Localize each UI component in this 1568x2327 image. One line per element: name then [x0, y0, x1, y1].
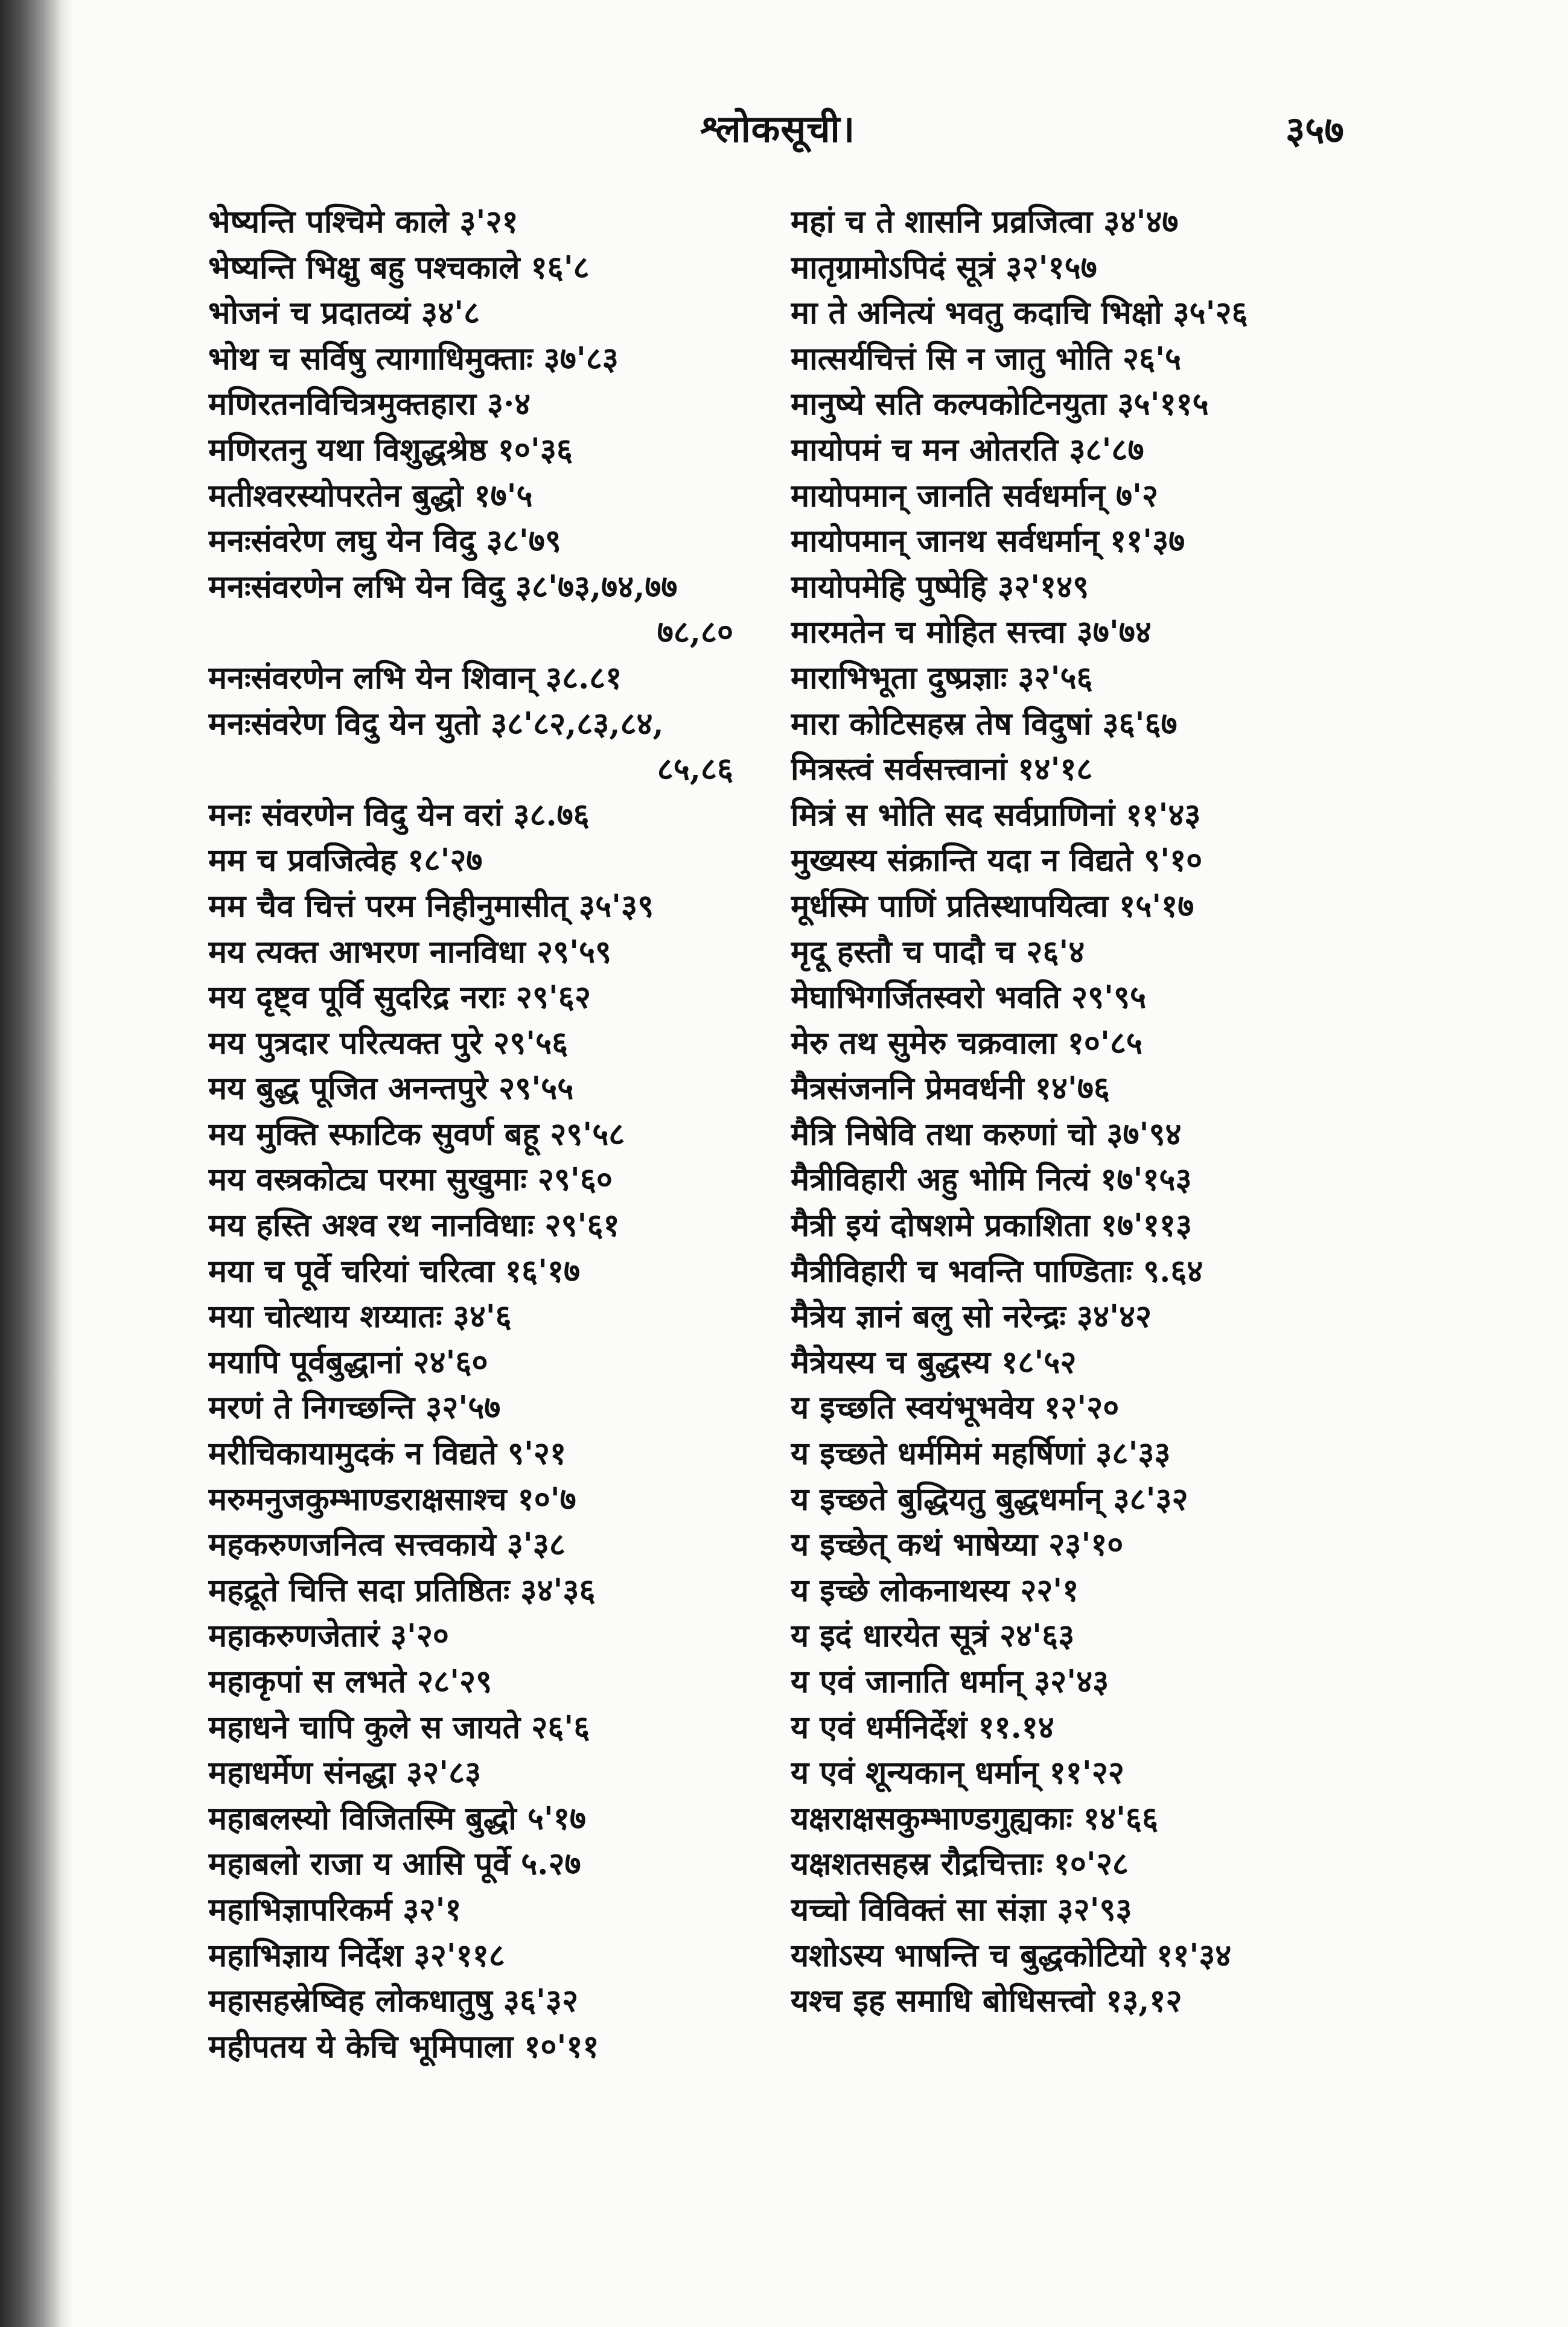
index-entry: य इच्छे लोकनाथस्य २२'१ — [791, 1571, 1079, 1609]
index-entry: यशोऽस्य भाषन्ति च बुद्धकोटियो ११'३४ — [791, 1937, 1232, 1974]
index-entry: महीपतय ये केचि भूमिपाला १०'११ — [208, 2028, 599, 2065]
index-entry: मनःसंवरणेन लभि येन विदु ३८'७३,७४,७७ — [208, 568, 678, 605]
index-entry: मुख्यस्य संक्रान्ति यदा न विद्यते ९'१० — [791, 842, 1203, 879]
index-entry: मैत्रीविहारी च भवन्ति पाण्डिताः ९.६४ — [791, 1252, 1203, 1290]
index-entry: मणिरतनविचित्रमुक्तहारा ३·४ — [208, 386, 531, 423]
index-entry: महाभिज्ञाय निर्देश ३२'११८ — [208, 1937, 505, 1974]
index-entry: य एवं धर्मनिर्देशं ११.१४ — [791, 1708, 1054, 1746]
index-entry: मेरु तथ सुमेरु चक्रवाला १०'८५ — [791, 1024, 1143, 1062]
index-entry: मनःसंवरेण विदु येन युतो ३८'८२,८३,८४, — [208, 705, 664, 742]
index-entry: मैत्री इयं दोषशमे प्रकाशिता १७'११३ — [791, 1207, 1193, 1244]
index-entry: मायोपमान् जानथ सर्वधर्मान् ११'३७ — [791, 523, 1185, 560]
index-entry: मारा कोटिसहस्र तेष विदुषां ३६'६७ — [791, 705, 1178, 742]
index-entry: मय त्यक्त आभरण नानविधा २९'५९ — [208, 933, 612, 970]
index-entry: भेष्यन्ति पश्चिमे काले ३'२१ — [208, 203, 518, 240]
index-entry: भोजनं च प्रदातव्यं ३४'८ — [208, 294, 480, 332]
index-entry: यश्च इह समाधि बोधिसत्त्वो १३,१२ — [791, 1982, 1182, 2020]
index-entry: मम च प्रवजित्वेह १८'२७ — [208, 842, 483, 879]
index-entry: महाकरुणजेतारं ३'२० — [208, 1617, 449, 1655]
index-entry: मय बुद्ध पूजित अनन्तपुरे २९'५५ — [208, 1070, 574, 1107]
left-index-column — [208, 199, 776, 2069]
scan-edge-shadow — [0, 0, 72, 2327]
index-entry: मैत्रेय ज्ञानं बलु सो नरेन्द्रः ३४'४२ — [791, 1298, 1152, 1335]
index-entry: मरुमनुजकुम्भाण्डराक्षसाश्च १०'७ — [208, 1480, 576, 1518]
index-entry: मय मुक्ति स्फाटिक सुवर्ण बहू २९'५८ — [208, 1115, 625, 1153]
index-entry: भेष्यन्ति भिक्षु बहु पश्चकाले १६'८ — [208, 249, 590, 286]
index-entry: मातृग्रामोऽपिदं सूत्रं ३२'१५७ — [791, 249, 1097, 286]
index-entry: य इच्छते धर्ममिमं महर्षिणां ३८'३३ — [791, 1435, 1171, 1472]
index-entry: यच्चो विविक्तं सा संज्ञा ३२'९३ — [791, 1891, 1132, 1928]
index-entry: महाधर्मेण संनद्धा ३२'८३ — [208, 1754, 482, 1792]
page-title: श्लोकसूची। — [700, 107, 856, 151]
index-entry: मम चैव चित्तं परम निहीनुमासीत् ३५'३९ — [208, 887, 654, 925]
index-entry: मतीश्वरस्योपरतेन बुद्धो १७'५ — [208, 477, 533, 514]
index-entry: महाबलो राजा य आसि पूर्वे ५.२७ — [208, 1845, 581, 1883]
index-entry: मैत्रि निषेवि तथा करुणां चो ३७'९४ — [791, 1115, 1182, 1153]
index-entry: मा ते अनित्यं भवतु कदाचि भिक्षो ३५'२६ — [791, 294, 1248, 332]
index-entry: मरणं ते निगच्छन्ति ३२'५७ — [208, 1389, 501, 1427]
index-entry: मय हस्ति अश्व रथ नानविधाः २९'६१ — [208, 1207, 620, 1244]
index-entry: य इच्छति स्वयंभूभवेय १२'२० — [791, 1389, 1120, 1427]
index-entry: मया च पूर्वे चरियां चरित्वा १६'१७ — [208, 1252, 581, 1290]
index-entry: मनःसंवरेण लघु येन विदु ३८'७९ — [208, 523, 561, 560]
index-entry: महाभिज्ञापरिकर्म ३२'१ — [208, 1891, 462, 1928]
index-entry: मित्रं स भोति सद सर्वप्राणिनां ११'४३ — [791, 796, 1201, 833]
index-entry: मायोपमेहि पुष्पेहि ३२'१४९ — [791, 568, 1089, 605]
index-entry: मृदू हस्तौ च पादौ च २६'४ — [791, 933, 1085, 970]
index-entry: मय पुत्रदार परित्यक्त पुरे २९'५६ — [208, 1024, 569, 1062]
index-entry: मय दृष्ट्व पूर्वि सुदरिद्र नराः २९'६२ — [208, 979, 591, 1016]
index-entry: मायोपमान् जानति सर्वधर्मान् ७'२ — [791, 477, 1158, 514]
page-number: ३५७ — [1286, 108, 1344, 152]
index-entry: मनःसंवरणेन लभि येन शिवान् ३८.८१ — [208, 659, 622, 696]
index-entry: मेघाभिगर्जितस्वरो भवति २९'९५ — [791, 979, 1147, 1016]
index-entry: मारमतेन च मोहित सत्त्वा ३७'७४ — [791, 614, 1152, 651]
right-index-column — [791, 199, 1322, 2024]
index-entry: महाबलस्यो विजितस्मि बुद्धो ५'१७ — [208, 1800, 586, 1837]
index-entry: मनः संवरणेन विदु येन वरां ३८.७६ — [208, 796, 590, 833]
index-entry: मयापि पूर्वबुद्धानां २४'६० — [208, 1343, 488, 1381]
index-entry: य इदं धारयेत सूत्रं २४'६३ — [791, 1617, 1075, 1655]
index-entry: महां च ते शासनि प्रव्रजित्वा ३४'४७ — [791, 203, 1179, 240]
index-entry: य एवं शून्यकान् धर्मान् ११'२२ — [791, 1754, 1124, 1792]
index-entry: मानुष्ये सति कल्पकोटिनयुता ३५'११५ — [791, 386, 1209, 423]
index-entry: माराभिभूता दुष्प्रज्ञाः ३२'५६ — [791, 659, 1093, 696]
index-entry: मायोपमं च मन ओतरति ३८'८७ — [791, 431, 1144, 468]
index-entry: मूर्धस्मि पाणिं प्रतिस्थापयित्वा १५'१७ — [791, 887, 1194, 925]
index-entry: महद्रूते चित्ति सदा प्रतिष्ठितः ३४'३६ — [208, 1571, 596, 1609]
index-entry: महकरुणजनित्व सत्त्वकाये ३'३८ — [208, 1526, 566, 1564]
index-entry: मणिरतनु यथा विशुद्धश्रेष्ठ १०'३६ — [208, 431, 573, 468]
index-entry: मरीचिकायामुदकं न विद्यते ९'२१ — [208, 1435, 566, 1472]
index-entry: यक्षराक्षसकुम्भाण्डगुह्यकाः १४'६६ — [791, 1800, 1158, 1837]
index-entry: मात्सर्यचित्तं सि न जातु भोति २६'५ — [791, 340, 1182, 377]
index-entry: मित्रस्त्वं सर्वसत्त्वानां १४'१८ — [791, 751, 1093, 788]
index-entry: मैत्रीविहारी अहु भोमि नित्यं १७'१५३ — [791, 1161, 1192, 1199]
index-entry: महासहस्रेष्विह लोकधातुषु ३६'३२ — [208, 1982, 578, 2020]
index-entry: य इच्छते बुद्धियतु बुद्धधर्मान् ३८'३२ — [791, 1480, 1188, 1518]
index-entry: य एवं जानाति धर्मान् ३२'४३ — [791, 1663, 1109, 1700]
index-entry-continuation: ८५,८६ — [657, 751, 733, 788]
index-entry: मैत्रसंजननि प्रेमवर्धनी १४'७६ — [791, 1070, 1110, 1107]
index-entry: भोथ च सर्विषु त्यागाधिमुक्ताः ३७'८३ — [208, 340, 619, 377]
index-entry: मय वस्त्रकोट्य परमा सुखुमाः २९'६० — [208, 1161, 613, 1199]
index-entry: मया चोत्थाय शय्यातः ३४'६ — [208, 1298, 512, 1335]
index-entry: यक्षशतसहस्र रौद्रचित्ताः १०'२८ — [791, 1845, 1129, 1883]
index-entry: महाकृपां स लभते २८'२९ — [208, 1663, 492, 1700]
index-entry-continuation: ७८,८० — [657, 614, 733, 651]
index-entry: य इच्छेत् कथं भाषेय्या २३'१० — [791, 1526, 1124, 1564]
index-entry: महाधने चापि कुले स जायते २६'६ — [208, 1708, 590, 1746]
index-entry: मैत्रेयस्य च बुद्धस्य १८'५२ — [791, 1343, 1077, 1381]
